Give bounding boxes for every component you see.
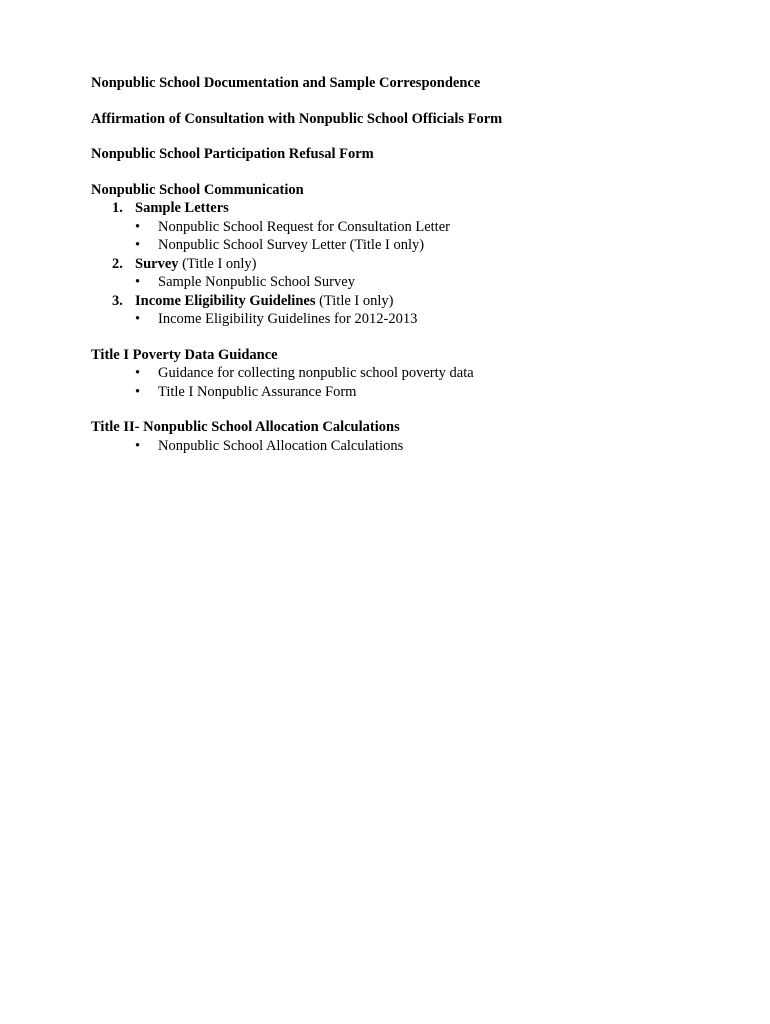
list-item: • Sample Nonpublic School Survey bbox=[135, 273, 731, 292]
item-title: Income Eligibility Guidelines bbox=[135, 292, 316, 309]
communication-section bbox=[91, 181, 731, 329]
list-item: • Title I Nonpublic Assurance Form bbox=[91, 383, 731, 402]
list-item: • Nonpublic School Survey Letter (Title I only) bbox=[135, 236, 731, 255]
bullet-list bbox=[135, 273, 731, 292]
item-title: Sample Letters bbox=[135, 200, 229, 216]
bullet-list bbox=[135, 218, 731, 255]
list-item: • Guidance for collecting nonpublic school poverty data bbox=[91, 364, 731, 383]
communication-list bbox=[91, 199, 731, 329]
bullet-list bbox=[135, 310, 731, 329]
list-item: • Nonpublic School Request for Consultation Letter bbox=[135, 218, 731, 237]
item-number: 2. bbox=[112, 255, 123, 272]
document-title-section bbox=[91, 74, 731, 93]
document-title: Nonpublic School Documentation and Sample Correspondence bbox=[91, 75, 481, 91]
list-item: • Nonpublic School Allocation Calculations bbox=[91, 437, 731, 456]
list-item bbox=[91, 199, 731, 255]
allocation-heading: Title II- Nonpublic School Allocation Calculations bbox=[91, 419, 400, 435]
affirmation-section bbox=[91, 110, 731, 129]
item-number: 1. bbox=[112, 200, 123, 216]
refusal-form-heading: Nonpublic School Participation Refusal Form bbox=[91, 146, 374, 162]
item-number: 3. bbox=[112, 292, 123, 309]
refusal-section bbox=[91, 145, 731, 164]
list-item bbox=[91, 255, 731, 292]
list-item bbox=[91, 292, 731, 329]
bullet-list bbox=[91, 437, 731, 456]
allocation-section bbox=[91, 418, 731, 455]
item-title: Survey bbox=[135, 255, 179, 272]
poverty-section bbox=[91, 346, 731, 402]
item-note: (Title I only) bbox=[315, 292, 394, 309]
poverty-heading: Title I Poverty Data Guidance bbox=[91, 346, 278, 363]
list-item: • Income Eligibility Guidelines for 2012-2013 bbox=[135, 310, 731, 329]
document-page bbox=[91, 74, 731, 472]
item-note: (Title I only) bbox=[178, 255, 257, 272]
affirmation-form-heading: Affirmation of Consultation with Nonpublic School Officials Form bbox=[91, 110, 503, 127]
communication-heading: Nonpublic School Communication bbox=[91, 181, 304, 198]
bullet-list bbox=[91, 364, 731, 401]
